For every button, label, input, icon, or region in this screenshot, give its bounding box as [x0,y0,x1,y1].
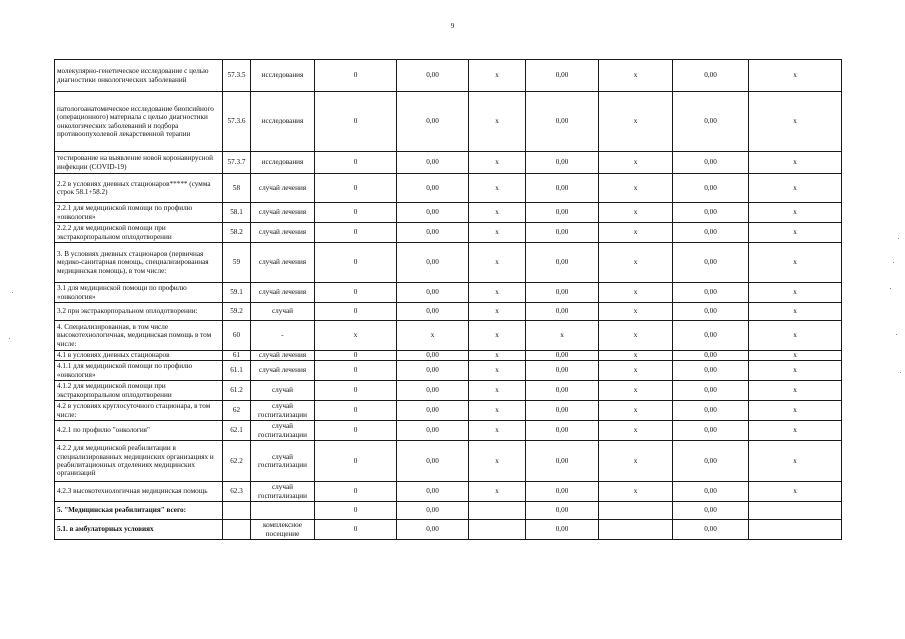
value-count-cell: 0 [315,243,397,283]
value-amount-cell: 0,00 [397,351,469,361]
value-count-cell: 0 [315,520,397,540]
value-amount-cell: 0,00 [397,60,469,92]
page-number: 9 [450,22,455,30]
row-unit-cell [251,502,315,520]
row-code-cell [223,520,251,540]
value-count-cell: 0 [315,60,397,92]
table-row [55,223,842,243]
value-mark-1-cell: х [469,441,526,482]
value-sum-2-cell: 0,00 [673,283,749,303]
table-row [55,520,842,540]
value-mark-3-cell: х [749,60,842,92]
value-amount-cell: 0,00 [397,152,469,174]
value-mark-3-cell: х [749,283,842,303]
value-sum-2-cell: 0,00 [673,203,749,223]
scan-speck [898,238,899,239]
scan-speck [12,292,13,293]
row-name-cell: 5.1. в амбулаторных условиях [55,520,223,540]
value-mark-1-cell [469,502,526,520]
value-mark-3-cell: х [749,152,842,174]
value-sum-1-cell: 0,00 [526,421,599,441]
table-row [55,303,842,321]
value-mark-3-cell: х [749,401,842,421]
value-mark-1-cell: х [469,321,526,351]
value-sum-1-cell: 0,00 [526,441,599,482]
row-unit-cell: случай лечения [251,223,315,243]
table-row [55,502,842,520]
value-mark-3-cell: х [749,92,842,152]
value-mark-2-cell: х [599,60,673,92]
value-mark-2-cell: х [599,381,673,401]
value-sum-2-cell: 0,00 [673,174,749,203]
value-mark-1-cell: х [469,203,526,223]
value-sum-1-cell: 0,00 [526,381,599,401]
value-sum-1-cell: х [526,321,599,351]
row-name-cell: патологоанатомическое исследование биопсийного (операционного) материала с целью диагностики онкологических заболеваний и подбора противоопухолевой лекарственной терапии [55,92,223,152]
value-mark-2-cell: х [599,243,673,283]
value-mark-3-cell [749,520,842,540]
value-sum-1-cell: 0,00 [526,174,599,203]
value-sum-2-cell: 0,00 [673,441,749,482]
row-unit-cell: исследования [251,60,315,92]
value-amount-cell: 0,00 [397,482,469,502]
value-sum-2-cell: 0,00 [673,321,749,351]
row-unit-cell: случай лечения [251,174,315,203]
value-sum-2-cell: 0,00 [673,243,749,283]
value-count-cell: х [315,321,397,351]
scan-speck [893,262,894,263]
value-amount-cell: 0,00 [397,92,469,152]
value-mark-3-cell: х [749,351,842,361]
value-sum-2-cell: 0,00 [673,381,749,401]
value-sum-1-cell: 0,00 [526,351,599,361]
row-code-cell: 60 [223,321,251,351]
value-sum-1-cell: 0,00 [526,401,599,421]
row-name-cell: 4.1.2 для медицинской помощи при экстракорпоральном оплодотворении [55,381,223,401]
value-count-cell: 0 [315,223,397,243]
row-code-cell: 58.2 [223,223,251,243]
value-mark-3-cell [749,502,842,520]
table-row [55,421,842,441]
row-unit-cell: случай [251,381,315,401]
row-unit-cell: случай лечения [251,351,315,361]
value-mark-1-cell: х [469,381,526,401]
value-mark-3-cell: х [749,482,842,502]
scan-speck [896,334,897,335]
value-count-cell: 0 [315,361,397,381]
row-name-cell: 3.1 для медицинской помощи по профилю «онкология» [55,283,223,303]
scan-speck [890,288,891,289]
table-row [55,243,842,283]
value-mark-2-cell: х [599,441,673,482]
row-unit-cell: случай [251,303,315,321]
value-mark-1-cell: х [469,401,526,421]
value-mark-2-cell [599,502,673,520]
value-amount-cell: 0,00 [397,381,469,401]
table-row [55,321,842,351]
value-mark-2-cell: х [599,351,673,361]
value-sum-2-cell: 0,00 [673,92,749,152]
value-amount-cell: 0,00 [397,223,469,243]
table-row [55,351,842,361]
value-mark-1-cell: х [469,361,526,381]
value-count-cell: 0 [315,482,397,502]
row-unit-cell: исследования [251,92,315,152]
value-count-cell: 0 [315,381,397,401]
row-code-cell: 61.2 [223,381,251,401]
row-name-cell: 4.2 в условиях круглосуточного стационара, в том числе: [55,401,223,421]
value-sum-2-cell: 0,00 [673,351,749,361]
value-amount-cell: 0,00 [397,303,469,321]
row-name-cell: 3.2 при экстракорпоральном оплодотворении: [55,303,223,321]
value-mark-2-cell: х [599,223,673,243]
value-amount-cell: 0,00 [397,520,469,540]
value-mark-1-cell: х [469,421,526,441]
table-row [55,152,842,174]
value-mark-1-cell: х [469,303,526,321]
row-code-cell: 57.3.5 [223,60,251,92]
row-code-cell: 59 [223,243,251,283]
row-code-cell: 57.3.6 [223,92,251,152]
value-sum-2-cell: 0,00 [673,520,749,540]
value-mark-2-cell: х [599,92,673,152]
row-code-cell: 62.2 [223,441,251,482]
value-amount-cell: 0,00 [397,502,469,520]
value-count-cell: 0 [315,92,397,152]
row-unit-cell: случай госпитализации [251,482,315,502]
value-mark-1-cell: х [469,283,526,303]
row-name-cell: 2.2.2 для медицинской помощи при экстракорпоральном оплодотворении [55,223,223,243]
row-code-cell: 62.1 [223,421,251,441]
value-count-cell: 0 [315,203,397,223]
value-amount-cell: 0,00 [397,203,469,223]
value-sum-1-cell: 0,00 [526,303,599,321]
value-amount-cell: х [397,321,469,351]
value-sum-2-cell: 0,00 [673,223,749,243]
row-name-cell: 4.2.1 по профилю "онкология" [55,421,223,441]
row-code-cell: 61.1 [223,361,251,381]
value-sum-1-cell: 0,00 [526,283,599,303]
row-name-cell: 3. В условиях дневных стационаров (первичная медико-санитарная помощь, специализированная медицинская помощь), в том числе: [55,243,223,283]
value-sum-2-cell: 0,00 [673,482,749,502]
value-amount-cell: 0,00 [397,243,469,283]
value-sum-1-cell: 0,00 [526,520,599,540]
row-name-cell: 2.2.1 для медицинской помощи по профилю «онкология» [55,203,223,223]
row-unit-cell: случай лечения [251,283,315,303]
value-mark-3-cell: х [749,223,842,243]
value-mark-1-cell: х [469,174,526,203]
value-sum-2-cell: 0,00 [673,60,749,92]
value-amount-cell: 0,00 [397,441,469,482]
row-code-cell: 61 [223,351,251,361]
value-mark-2-cell: х [599,203,673,223]
value-sum-1-cell: 0,00 [526,152,599,174]
value-mark-3-cell: х [749,421,842,441]
value-mark-2-cell: х [599,283,673,303]
value-mark-2-cell: х [599,401,673,421]
value-mark-1-cell [469,520,526,540]
row-unit-cell: случай госпитализации [251,441,315,482]
value-count-cell: 0 [315,283,397,303]
row-name-cell: 4.2.2 для медицинской реабилитации в специализированных медицинских организациях и реабилитационных отделениях медицинских организаций [55,441,223,482]
table-row [55,482,842,502]
value-count-cell: 0 [315,303,397,321]
value-mark-3-cell: х [749,243,842,283]
value-sum-2-cell: 0,00 [673,303,749,321]
table-body [55,60,842,540]
row-unit-cell: случай госпитализации [251,401,315,421]
row-name-cell: 4.2.3 высокотехнологичная медицинская помощь [55,482,223,502]
value-mark-2-cell: х [599,361,673,381]
row-unit-cell: случай госпитализации [251,421,315,441]
value-mark-1-cell: х [469,223,526,243]
row-name-cell: тестирование на выявление новой коронавирусной инфекции (COVID-19) [55,152,223,174]
value-sum-1-cell: 0,00 [526,482,599,502]
tariff-table [54,59,842,540]
row-unit-cell: случай лечения [251,361,315,381]
table-row [55,283,842,303]
table-row [55,361,842,381]
value-count-cell: 0 [315,502,397,520]
value-count-cell: 0 [315,401,397,421]
table-row [55,381,842,401]
value-sum-2-cell: 0,00 [673,401,749,421]
value-count-cell: 0 [315,441,397,482]
row-name-cell: 4.1.1 для медицинской помощи по профилю «онкология» [55,361,223,381]
value-mark-2-cell: х [599,174,673,203]
value-mark-3-cell: х [749,303,842,321]
value-sum-1-cell: 0,00 [526,60,599,92]
table-row [55,60,842,92]
table-row [55,174,842,203]
value-sum-1-cell: 0,00 [526,502,599,520]
value-mark-1-cell: х [469,243,526,283]
value-sum-1-cell: 0,00 [526,223,599,243]
value-mark-2-cell: х [599,321,673,351]
row-code-cell [223,502,251,520]
value-mark-3-cell: х [749,381,842,401]
table-row [55,92,842,152]
table-row [55,401,842,421]
value-sum-1-cell: 0,00 [526,203,599,223]
value-amount-cell: 0,00 [397,421,469,441]
value-mark-3-cell: х [749,174,842,203]
row-code-cell: 59.1 [223,283,251,303]
row-unit-cell: случай лечения [251,203,315,223]
row-unit-cell: - [251,321,315,351]
value-mark-3-cell: х [749,361,842,381]
value-count-cell: 0 [315,421,397,441]
row-code-cell: 59.2 [223,303,251,321]
value-sum-2-cell: 0,00 [673,361,749,381]
row-name-cell: 4.1 в условиях дневных стационаров [55,351,223,361]
value-mark-2-cell: х [599,152,673,174]
row-name-cell: 4. Специализированная, в том числе высокотехнологичная, медицинская помощь в том числе: [55,321,223,351]
table-row [55,441,842,482]
value-amount-cell: 0,00 [397,361,469,381]
value-mark-2-cell: х [599,482,673,502]
row-code-cell: 62.3 [223,482,251,502]
value-mark-1-cell: х [469,60,526,92]
row-code-cell: 62 [223,401,251,421]
value-sum-2-cell: 0,00 [673,152,749,174]
value-sum-1-cell: 0,00 [526,361,599,381]
scan-speck [900,372,901,373]
table-row [55,203,842,223]
value-mark-1-cell: х [469,152,526,174]
row-code-cell: 58 [223,174,251,203]
value-mark-2-cell [599,520,673,540]
value-count-cell: 0 [315,152,397,174]
value-mark-3-cell: х [749,203,842,223]
row-name-cell: 5. "Медицинская реабилитация" всего: [55,502,223,520]
value-mark-3-cell: х [749,441,842,482]
value-count-cell: 0 [315,174,397,203]
value-sum-2-cell: 0,00 [673,502,749,520]
value-sum-1-cell: 0,00 [526,243,599,283]
row-name-cell: молекулярно-генетическое исследование с целью диагностики онкологических заболеваний [55,60,223,92]
row-code-cell: 57.3.7 [223,152,251,174]
value-amount-cell: 0,00 [397,174,469,203]
row-code-cell: 58.1 [223,203,251,223]
row-name-cell: 2.2 в условиях дневных стационаров***** (сумма строк 58.1+58.2) [55,174,223,203]
value-amount-cell: 0,00 [397,401,469,421]
row-unit-cell: исследования [251,152,315,174]
value-sum-2-cell: 0,00 [673,421,749,441]
value-mark-3-cell: х [749,321,842,351]
value-count-cell: 0 [315,351,397,361]
value-mark-2-cell: х [599,303,673,321]
row-unit-cell: комплексное посещение [251,520,315,540]
value-mark-1-cell: х [469,351,526,361]
value-amount-cell: 0,00 [397,283,469,303]
scan-speck [9,338,10,339]
row-unit-cell: случай лечения [251,243,315,283]
value-mark-2-cell: х [599,421,673,441]
value-mark-1-cell: х [469,92,526,152]
value-mark-1-cell: х [469,482,526,502]
value-sum-1-cell: 0,00 [526,92,599,152]
